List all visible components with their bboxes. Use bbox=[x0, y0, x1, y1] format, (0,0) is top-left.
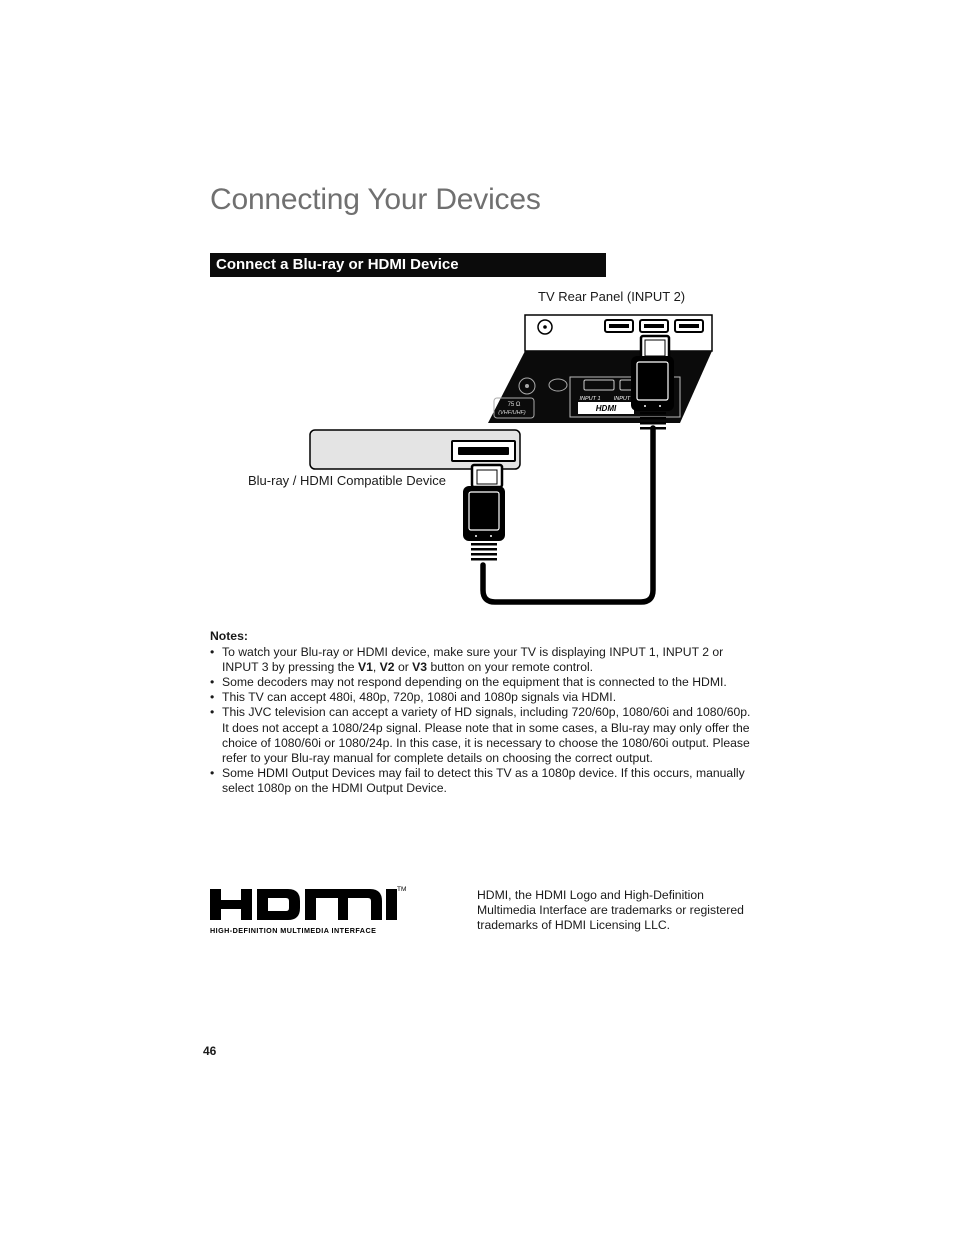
bluray-device bbox=[310, 430, 520, 469]
logo-tagline: HIGH-DEFINITION MULTIMEDIA INTERFACE bbox=[210, 926, 377, 935]
tv-rear-panel bbox=[488, 315, 712, 423]
hdmi-logo bbox=[208, 884, 413, 936]
section-heading: Connect a Blu-ray or HDMI Device bbox=[210, 253, 606, 277]
notes-list bbox=[210, 645, 755, 796]
device-label: Blu-ray / HDMI Compatible Device bbox=[248, 473, 446, 488]
panel-antenna-text: 75 Ω bbox=[507, 402, 521, 408]
notes-heading: Notes: bbox=[210, 629, 248, 643]
trademark-notice: HDMI, the HDMI Logo and High-Definition Multimedia Interface are trademarks or registered trademarks of HDMI Licensing LLC. bbox=[477, 888, 744, 933]
tm-mark: TM bbox=[397, 886, 407, 893]
hdmi-wordmark bbox=[208, 884, 413, 936]
device-hdmi-connector bbox=[463, 465, 505, 561]
svg-text:(VHF/UHF): (VHF/UHF) bbox=[498, 410, 526, 416]
tv-rear-panel-label: TV Rear Panel (INPUT 2) bbox=[538, 289, 686, 304]
panel-input1-text: INPUT 1 bbox=[579, 396, 601, 402]
v3-key: V3 bbox=[412, 660, 428, 675]
panel-input2-text: INPUT bbox=[613, 396, 631, 402]
list-item: • Some HDMI Output Devices may fail to detect this TV as a 1080p device. If this occurs, manually select 1080p on the HDMI Output Device. bbox=[210, 766, 755, 796]
page-number: 46 bbox=[203, 1044, 217, 1058]
list-item: • Some decoders may not respond depending on the equipment that is connected to the HDMI. bbox=[210, 675, 755, 690]
list-item: • To watch your Blu-ray or HDMI device, make sure your TV is displaying INPUT 1, INPUT 2 or INPUT 3 by pressing the V1, V2 or V3 button on your remote control. bbox=[210, 645, 755, 675]
v2-key: V2 bbox=[379, 660, 395, 675]
list-item: • This TV can accept 480i, 480p, 720p, 1080i and 1080p signals via HDMI. bbox=[210, 690, 755, 705]
notes-section bbox=[210, 629, 755, 796]
page-title: Connecting Your Devices bbox=[210, 183, 541, 216]
list-item: • This JVC television can accept a variety of HD signals, including 720/60p, 1080/60i and 1080/60p. It does not accept a 1080/24p signal. Please note that in some cases, a Blu-ray may only offer the choice of 1080/60i or 1080/24p. In this case, it is necessary to choose the 1080/60i output. Please refer to your Blu-ray manual for complete details on choosing the correct output. bbox=[210, 705, 755, 765]
v1-key: V1 bbox=[357, 660, 373, 675]
panel-hdmi-text: HDMI bbox=[595, 404, 617, 413]
